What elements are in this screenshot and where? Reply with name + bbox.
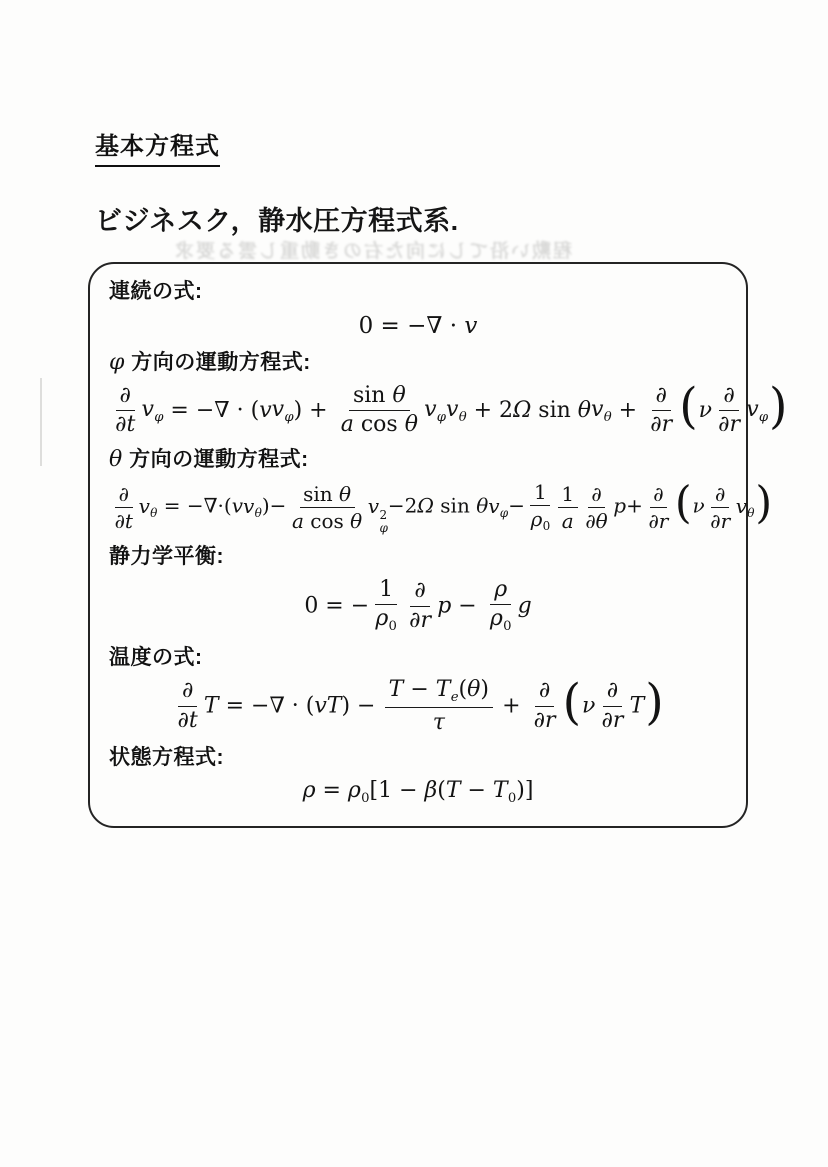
section-label-text: 連続の式:: [109, 280, 203, 303]
equation: $\frac{\partial}{\partial t}$ T = −∇ · (vT) − $\frac{T - T_e(\theta)}{\tau}$ + $\frac{\partial}{\partial r}$ (ν $\frac{\partial}{\partial r}$ T): [177, 673, 664, 735]
equation-section: [109, 543, 727, 634]
section-label-math: φ: [109, 350, 125, 376]
section-label: [109, 644, 727, 672]
section-label-text: 状態方程式:: [109, 745, 224, 769]
equation-section: [109, 349, 788, 438]
bleed-through-text: 程勲い沿てしに向た右のき動重し雲る要求: [172, 241, 572, 262]
equation-section: [109, 278, 727, 340]
equation-section: [109, 744, 727, 807]
equation: $\rho = \rho_0[1 - \beta(T - T_0)]$: [302, 778, 534, 806]
equation-section: [109, 446, 773, 535]
page-subtitle: ビジネスク，静水圧方程式系.: [95, 206, 459, 236]
section-label: [109, 446, 727, 474]
section-label: [109, 744, 727, 772]
section-label-text: 温度の式:: [109, 645, 203, 669]
section-label-text: 静力学平衡:: [109, 545, 224, 569]
equation: $\frac{\partial}{\partial t}$ $v_\theta = -\nabla\cdot(vv_\theta)-$ $\frac{\text{sin θ}}{\text{a cos θ}}$ v 2 φ −2Ω $\sin \theta v_\varphi-$ $\frac{1}{\rho_0}$ $\frac{1}{a}$ $\frac{\partial}{\partial\theta}$ p+ $\frac{\partial}{\partial r}$ (ν $\frac{\partial}{\partial r}$ $v_\theta$): [114, 477, 773, 535]
section-label: [109, 543, 727, 571]
equations-box: [88, 262, 788, 828]
section-label-text: 方向の運動方程式:: [122, 448, 309, 472]
equation: 0 = − $\frac{1}{\rho_0}$ $\frac{\partial}{\partial r}$ p − $\frac{\rho}{\rho_0}$ g: [304, 576, 532, 634]
section-label: [109, 278, 727, 306]
equation: 0 = −∇ · v: [358, 312, 478, 339]
equation-section: [109, 644, 727, 735]
section-label-text: 方向の運動方程式:: [124, 351, 311, 375]
section-label-math: θ: [109, 447, 123, 473]
section-label: [109, 349, 727, 377]
page-title: 基本方程式: [95, 126, 220, 167]
scan-artifact-line: [40, 378, 42, 466]
equation: $\frac{\partial}{\partial t}$ $v_\varphi$ = −∇ · $(vv_\varphi)$ + $\frac{\text{sin θ}}{\text{a cos θ}}$ $v_\varphi v_\theta + 2\Omega$ $\sin \theta v_\theta$ + $\frac{\partial}{\partial r}$ (ν $\frac{\partial}{\partial r}$ $v_\varphi$): [115, 378, 788, 438]
